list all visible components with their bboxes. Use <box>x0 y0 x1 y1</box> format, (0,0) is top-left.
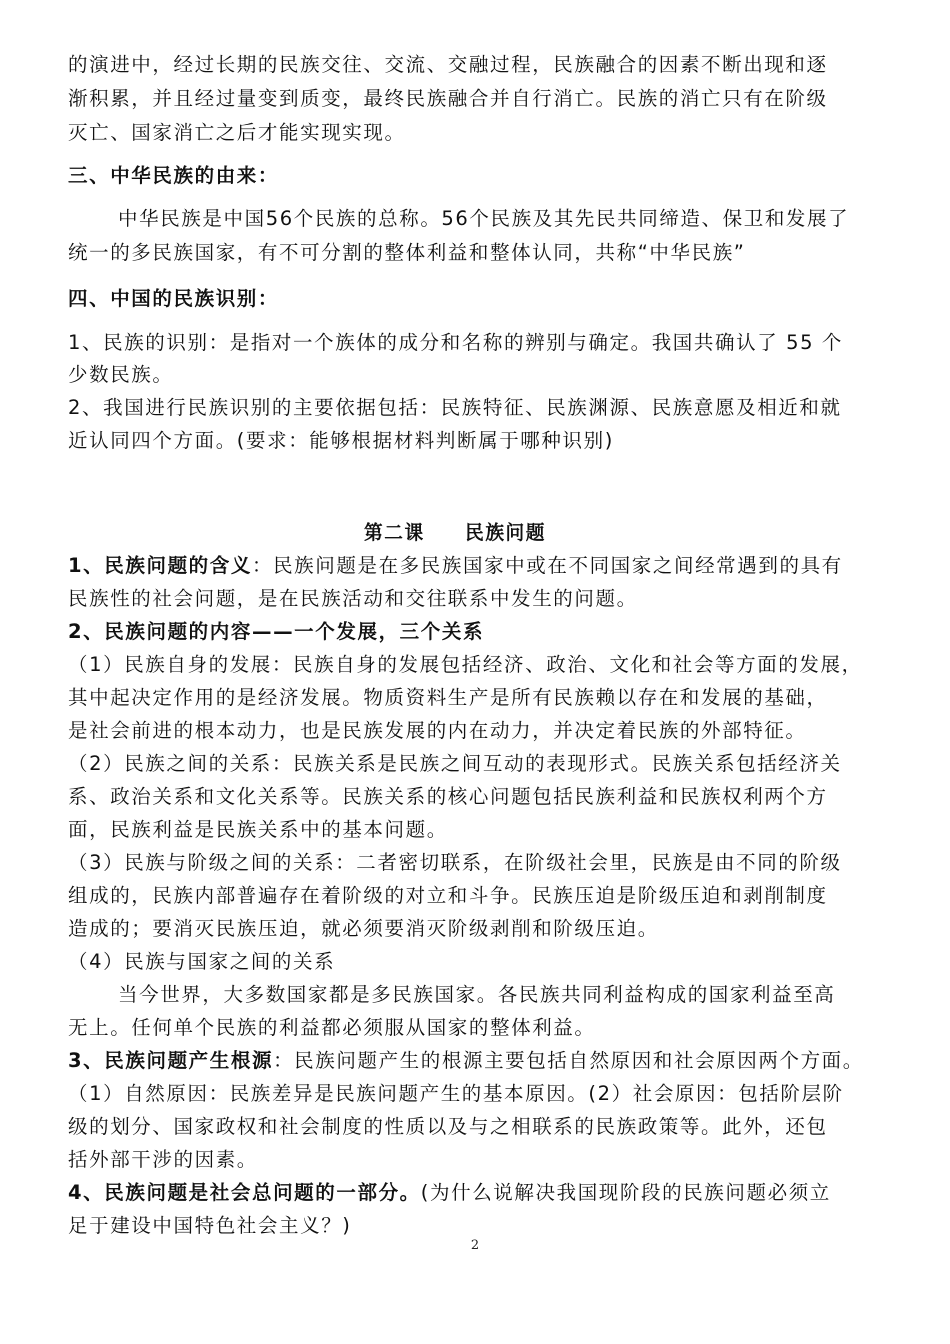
section-heading: 2、民族问题的内容——一个发展，三个关系 <box>68 620 485 643</box>
term-label: 3、民族问题产生根源 <box>68 1049 274 1072</box>
section-heading: 四、中国的民族识别： <box>68 287 280 310</box>
body-line: （1）民族自身的发展：民族自身的发展包括经济、政治、文化和社会等方面的发展， <box>68 653 863 676</box>
body-line: 级的划分、国家政权和社会制度的性质以及与之相联系的民族政策等。此外，还包 <box>68 1115 828 1138</box>
body-line: 2、我国进行民族识别的主要依据包括：民族特征、民族渊源、民族意愿及相近和就 <box>68 396 842 419</box>
body-line: （3）民族与阶级之间的关系：二者密切联系，在阶级社会里，民族是由不同的阶级 <box>68 851 842 874</box>
body-line: 少数民族。 <box>68 363 174 386</box>
body-line: 括外部干涉的因素。 <box>68 1148 258 1171</box>
term-label: 1、民族问题的含义 <box>68 554 252 577</box>
body-line: 民族性的社会问题，是在民族活动和交往联系中发生的问题。 <box>68 587 638 610</box>
body-line: 是社会前进的根本动力，也是民族发展的内在动力，并决定着民族的外部特征。 <box>68 719 807 742</box>
body-line: （1）自然原因：民族差异是民族问题产生的基本原因。(2）社会原因：包括阶层阶 <box>68 1082 844 1105</box>
body-line: 造成的；要消灭民族压迫，就必须要消灭阶级剥削和阶级压迫。 <box>68 917 659 940</box>
body-line: 系、政治关系和文化关系等。民族关系的核心问题包括民族利益和民族权利两个方 <box>68 785 828 808</box>
body-line: （2）民族之间的关系：民族关系是民族之间互动的表现形式。民族关系包括经济关 <box>68 752 842 775</box>
page-number: 2 <box>470 1238 480 1253</box>
body-line: 的演进中，经过长期的民族交往、交流、交融过程，民族融合的因素不断出现和逐 <box>68 53 828 76</box>
body-line <box>68 553 843 579</box>
body-line: （4）民族与国家之间的关系 <box>68 950 336 973</box>
term-text: (为什么说解决我国现阶段的民族问题必须立 <box>420 1181 831 1204</box>
body-line: 当今世界，大多数国家都是多民族国家。各民族共同利益构成的国家利益至高 <box>118 983 836 1006</box>
term-label: 4、民族问题是社会总问题的一部分。 <box>68 1181 421 1204</box>
body-line: 无上。任何单个民族的利益都必须服从国家的整体利益。 <box>68 1016 596 1039</box>
body-line: 统一的多民族国家，有不可分割的整体利益和整体认同，共称“中华民族” <box>68 241 746 264</box>
body-line <box>68 1180 831 1206</box>
term-text: ：民族问题产生的根源主要包括自然原因和社会原因两个方面。 <box>273 1049 864 1072</box>
body-line: 渐积累，并且经过量变到质变，最终民族融合并自行消亡。民族的消亡只有在阶级 <box>68 87 828 110</box>
body-line: 足于建设中国特色社会主义？) <box>68 1214 352 1237</box>
body-line: 1、民族的识别：是指对一个族体的成分和名称的辨别与确定。我国共确认了 55 个 <box>68 331 844 354</box>
body-line: 组成的，民族内部普遍存在着阶级的对立和斗争。民族压迫是阶级压迫和剥削制度 <box>68 884 828 907</box>
body-line <box>68 1048 864 1074</box>
term-text: ：民族问题是在多民族国家中或在不同国家之间经常遇到的具有 <box>251 554 843 577</box>
section-heading: 三、中华民族的由来： <box>68 164 280 187</box>
body-line: 其中起决定作用的是经济发展。物质资料生产是所有民族赖以存在和发展的基础， <box>68 686 828 709</box>
body-line: 中华民族是中国56个民族的总称。56个民族及其先民共同缔造、保卫和发展了 <box>118 207 850 230</box>
body-line: 近认同四个方面。(要求：能够根据材料判断属于哪种识别) <box>68 429 614 452</box>
body-line: 灭亡、国家消亡之后才能实现实现。 <box>68 121 406 144</box>
lesson-title: 第二课 民族问题 <box>364 521 546 544</box>
body-line: 面，民族利益是民族关系中的基本问题。 <box>68 818 448 841</box>
